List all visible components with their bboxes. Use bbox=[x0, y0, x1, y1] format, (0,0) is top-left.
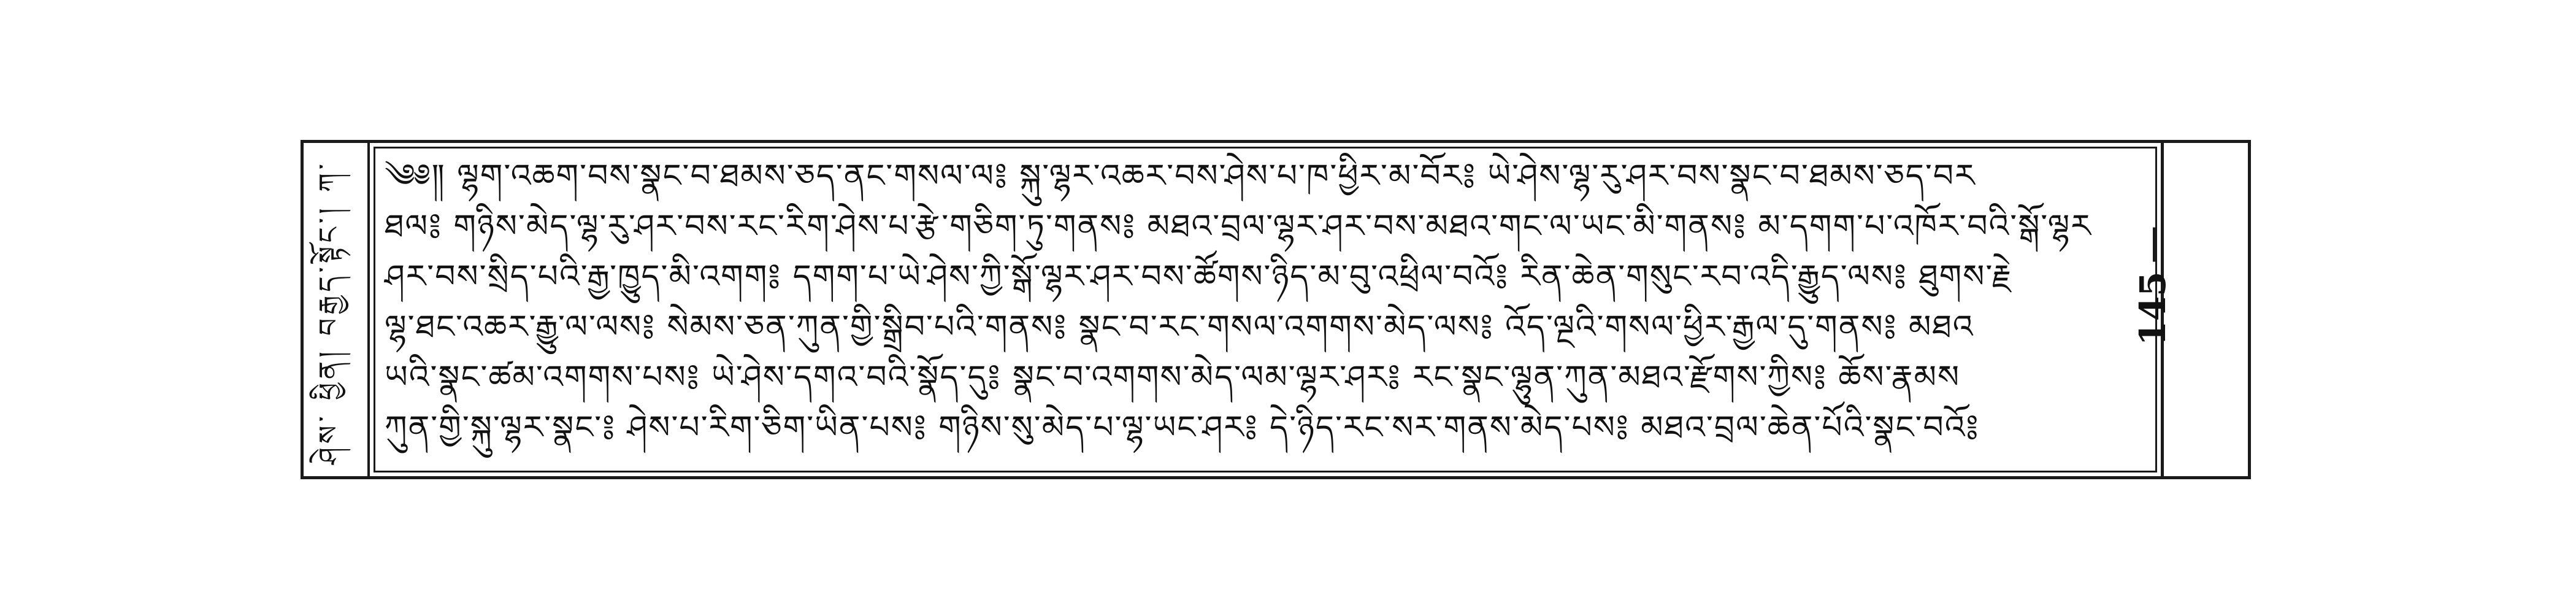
folio-page bbox=[301, 140, 2251, 479]
text-line-6: ཀུན་གྱི་སྐུ་ལྷར་སྣང་༔ ཤེས་པ་རིག་ཅིག་ཡིན་པས༔ གཉིས་སུ་མེད་པ་ལྷ་ཡང་ཤར༔ དེ་ཉིད་རང་སར་གནས་མེད་པས༔ མཐའ་བྲལ་ཆེན་པོའི་སྣང་བའོ༔ bbox=[385, 409, 1980, 446]
text-line-1: ༄༅༎ ལྷག་འཆག་བས་སྣང་བ་ཐམས་ཅད་ནང་གསལ་ལ༔ སྐུ་ལྷར་འཆར་བས་ཤེས་པ་ཁ་ཕྱིར་མ་བོར༔ ཡེ་ཤེས་ལྷ་རུ་ཤར་བས་སྣང་བ་ཐམས་ཅད་བར bbox=[385, 158, 1976, 195]
page-number: 145 bbox=[2132, 271, 2174, 346]
margin-title: ཤེས༌ ཕྱིན། བརྒྱད་སྟོང་། ཀ་ bbox=[313, 160, 345, 465]
text-line-3: ཤར་བས་སྲིད་པའི་རྒྱ་ཁྱུད་མི་འགག༔ དགག་པ་ཡེ་ཤེས་ཀྱི་སྒོ་ལྷར་ཤར་བས་ཚོགས་ཉིད་མ་བུ་འཕྲིལ་བའོ༔ རིན་ཆེན་གསུང་རབ་འདི་རྒྱུད་ལས༔ ཐུགས་རྗེ bbox=[385, 258, 2013, 295]
text-line-4: ལྷ་ཐང་འཆར་རྒྱུ་ལ་ལས༔ སེམས་ཅན་ཀུན་གྱི་སྒྲིབ་པའི་གནས༔ སྣང་བ་རང་གསལ་འགགས་མེད་ལས༔ འོད་ལྔའི་གསལ་ཕྱིར་རྒྱལ་དུ་གནས༔ མཐའ bbox=[385, 309, 1974, 345]
text-line-5: ཡའི་སྣང་ཚམ་འགགས་པས༔ ཡེ་ཤེས་དགའ་བའི་སྣོད་དུ༔ སྣང་བ་འགགས་མེད་ལམ་ལྷར་ཤར༔ རང་སྣང་ལྷུན་ཀུན་མཐའ་རྫོགས་ཀྱིས༔ ཆོས་རྣམས bbox=[385, 359, 1961, 396]
text-frame bbox=[370, 143, 2161, 476]
text-line-2: ཐལ༔ གཉིས་མེད་ལྷ་རུ་ཤར་བས་རང་རིག་ཤེས་པ་རྩེ་གཅིག་ཏུ་གནས༔ མཐའ་བྲལ་ལྷར་ཤར་བས་མཐའ་གང་ལ་ཡང་མི་གནས༔ མ་དགག་པ་འཁོར་བའི་སྒོ་ལྷར bbox=[385, 208, 2092, 245]
text-block bbox=[385, 160, 2145, 467]
left-margin-panel bbox=[304, 143, 370, 476]
